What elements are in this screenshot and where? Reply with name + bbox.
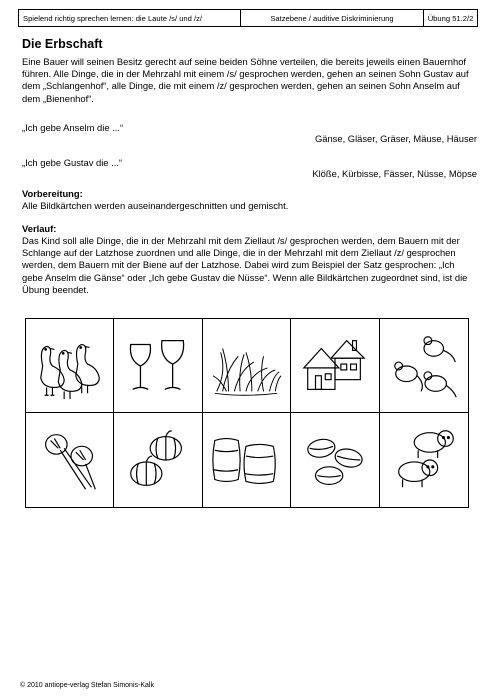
card-nuts[interactable] bbox=[291, 413, 379, 507]
header-level: Satzebene / auditive Diskriminierung bbox=[241, 10, 424, 26]
card-wine-glasses[interactable] bbox=[114, 319, 202, 413]
procedure-heading: Verlauf: bbox=[22, 223, 57, 234]
barrels-icon bbox=[207, 421, 285, 499]
copyright-footer: © 2010 antiope-verlag Stefan Simonis-Kalk bbox=[20, 682, 154, 689]
intro-paragraph: Eine Bauer will seinen Besitz gerecht auf seine beiden Söhne verteilen, die bereits jeweils einen Bauernhof führen. Alle Dinge, die in der Mehrzahl mit einem /s/ gesprochen werden, gehen an seinen Sohn Gustav auf dem „Schlangenhof“, alle Dinge, die mit einem /z/ gesprochen werden, gehen an seinen Sohn Anselm auf dem „Bienenhof“. bbox=[22, 56, 469, 104]
preparation-text: Alle Bildkärtchen werden auseinandergeschnitten und gemischt. bbox=[22, 200, 289, 211]
card-geese[interactable] bbox=[26, 319, 114, 413]
anselm-prompt: „Ich gebe Anselm die ...“ bbox=[22, 122, 124, 133]
geese-icon bbox=[31, 327, 109, 405]
pumpkins-icon bbox=[119, 421, 197, 499]
anselm-words: Gänse, Gläser, Gräser, Mäuse, Häuser bbox=[314, 133, 477, 144]
wine-glasses-icon bbox=[119, 327, 197, 405]
houses-icon bbox=[296, 327, 374, 405]
page-title: Die Erbschaft bbox=[22, 37, 103, 51]
nuts-icon bbox=[296, 421, 374, 499]
card-grass[interactable] bbox=[203, 319, 291, 413]
card-mice[interactable] bbox=[380, 319, 468, 413]
worksheet-header bbox=[18, 9, 478, 27]
header-exercise: Übung 51.2/2 bbox=[427, 13, 474, 23]
card-pumpkins[interactable] bbox=[114, 413, 202, 507]
procedure-text: Das Kind soll alle Dinge, die in der Mehrzahl mit dem Ziellaut /s/ gesprochen werden, dem Bauern mit der Schlange auf der Latzhose zuordnen und alle Dinge, die in der Mehrzahl mit dem Ziellaut /z/ gesprochen werden, dem Bauern mit der Biene auf der Latzhose. Dabei wird zum Beispiel der Satz gesprochen: „Ich gebe Anselm die Gänse“ oder „Ich gebe Gustav die Nüsse“. Wenn alle Bildkärtchen zugeordnet sind, ist die Übung beendet. bbox=[22, 235, 468, 295]
preparation-heading: Vorbereitung: bbox=[22, 188, 83, 199]
card-pugs[interactable] bbox=[380, 413, 468, 507]
pugs-icon bbox=[385, 421, 463, 499]
card-barrels[interactable] bbox=[203, 413, 291, 507]
card-dumplings[interactable] bbox=[26, 413, 114, 507]
gustav-words: Klöße, Kürbisse, Fässer, Nüsse, Möpse bbox=[312, 168, 477, 179]
card-houses[interactable] bbox=[291, 319, 379, 413]
mice-icon bbox=[385, 327, 463, 405]
gustav-prompt: „Ich gebe Gustav die ...“ bbox=[22, 157, 123, 168]
grass-icon bbox=[207, 327, 285, 405]
header-series: Spielend richtig sprechen lernen: die Laute /s/ und /z/ bbox=[19, 10, 241, 26]
picture-card-grid bbox=[25, 318, 469, 508]
dumplings-icon bbox=[31, 421, 109, 499]
